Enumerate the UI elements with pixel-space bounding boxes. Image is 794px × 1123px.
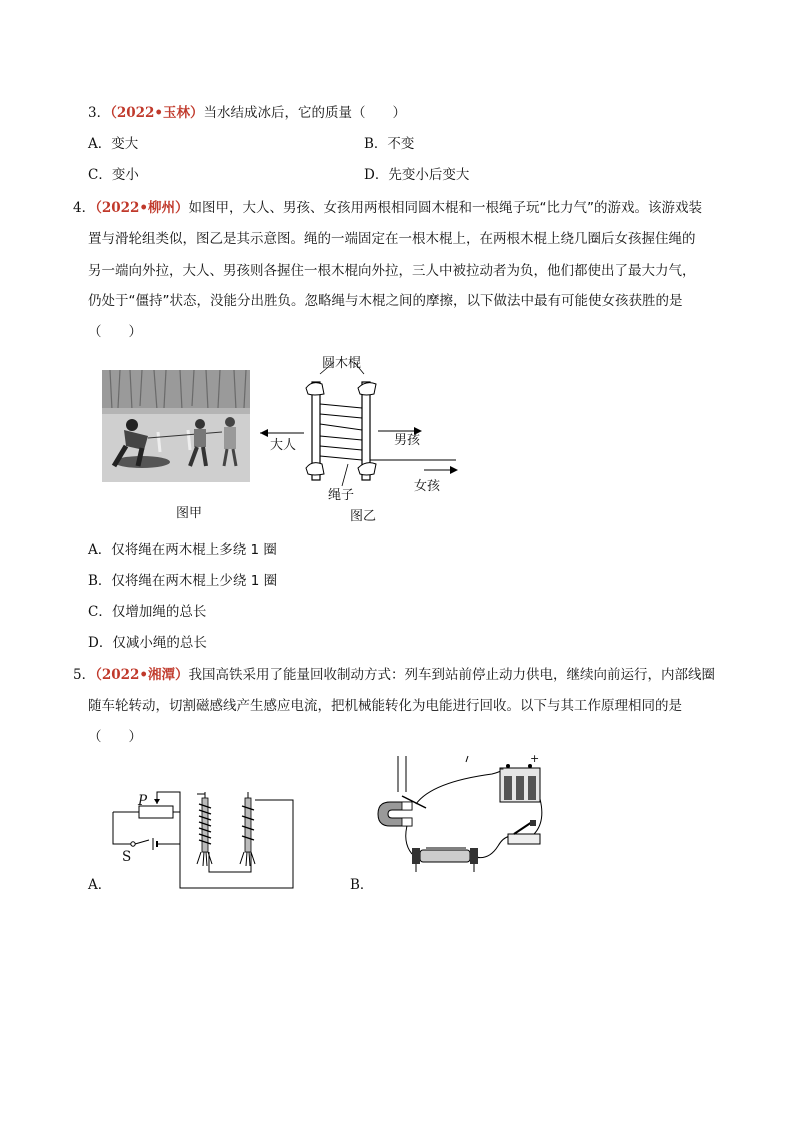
option-letter: C． bbox=[88, 604, 112, 620]
hand-icon bbox=[358, 383, 376, 395]
question-stem-line: （ ） bbox=[88, 729, 142, 745]
option-text: 仅增加绳的总长 bbox=[111, 604, 207, 620]
option-c[interactable] bbox=[88, 166, 139, 184]
option-letter: D． bbox=[364, 167, 389, 183]
question-number: 4． bbox=[73, 200, 96, 216]
hand-icon bbox=[358, 463, 376, 475]
option-letter: B． bbox=[350, 877, 374, 893]
question-stem-line: （ ） bbox=[88, 324, 142, 340]
question-stem: 当水结成冰后，它的质量（ ） bbox=[203, 105, 407, 121]
option-a-circuit-figure bbox=[105, 782, 300, 892]
option-a[interactable] bbox=[88, 876, 111, 894]
option-letter: A． bbox=[88, 542, 112, 558]
option-d[interactable] bbox=[88, 634, 207, 652]
figure-a-caption: 图甲 bbox=[176, 506, 203, 521]
hand-icon bbox=[306, 383, 324, 395]
option-text: 变大 bbox=[111, 136, 139, 152]
battery-plus-label: + bbox=[530, 752, 540, 765]
question-5-line-1 bbox=[73, 666, 715, 684]
rheostat-icon bbox=[412, 848, 478, 872]
option-a[interactable] bbox=[88, 135, 138, 153]
option-b[interactable] bbox=[350, 876, 373, 894]
question-number: 5． bbox=[73, 667, 96, 683]
question-3-line bbox=[88, 104, 406, 122]
generator-apparatus bbox=[372, 752, 552, 882]
option-d[interactable] bbox=[364, 166, 469, 184]
question-4-line-1 bbox=[73, 199, 702, 217]
option-letter: C． bbox=[88, 167, 112, 183]
question-stem-line: 另一端向外拉，大人、男孩则各握住一根木棍向外拉，三人中被拉动者为负，他们都使出了最大力气， bbox=[88, 263, 696, 279]
tug-of-war-photo bbox=[102, 370, 250, 482]
option-c[interactable] bbox=[88, 603, 206, 621]
question-source: （2022•湘潭） bbox=[95, 667, 189, 683]
option-b[interactable] bbox=[364, 135, 414, 153]
rope-label: 绳子 bbox=[328, 488, 355, 503]
option-letter: D． bbox=[88, 635, 113, 651]
question-stem-line: 置与滑轮组类似，图乙是其示意图。绳的一端固定在一根木棍上，在两根木棍上绕几圈后女孩握住绳的 bbox=[88, 231, 696, 247]
option-text: 变小 bbox=[111, 167, 139, 183]
question-number: 3． bbox=[88, 105, 111, 121]
question-source: （2022•玉林） bbox=[110, 105, 204, 121]
switch-s-label: S bbox=[122, 849, 132, 865]
electromagnet-circuit bbox=[105, 782, 300, 892]
hand-icon bbox=[306, 463, 324, 475]
option-b-apparatus-figure bbox=[372, 752, 552, 882]
adult-label: 大人 bbox=[270, 438, 297, 453]
option-a[interactable] bbox=[88, 541, 277, 559]
horseshoe-magnet-icon bbox=[378, 756, 426, 826]
wood-stick-label: 圆木棍 bbox=[322, 356, 362, 371]
option-text: 仅减小绳的总长 bbox=[112, 635, 207, 651]
question-stem-line: 我国高铁采用了能量回收制动方式：列车到站前停止动力供电，继续向前运行，内部线圈 bbox=[188, 667, 716, 683]
coil-icon bbox=[197, 798, 212, 866]
coil-icon bbox=[240, 798, 255, 866]
option-letter: A． bbox=[88, 136, 112, 152]
question-stem-line: 如图甲，大人、男孩、女孩用两根相同圆木棍和一根绳子玩“比力气”的游戏。该游戏装 bbox=[188, 200, 703, 216]
question-stem-line: 仍处于“僵持”状态，没能分出胜负。忽略绳与木棍之间的摩擦，以下做法中最有可能使女孩获胜的是 bbox=[88, 293, 683, 309]
figure-b-caption: 图乙 bbox=[350, 509, 377, 524]
battery-icon bbox=[500, 764, 540, 802]
girl-label: 女孩 bbox=[414, 479, 441, 494]
option-letter: A． bbox=[88, 877, 112, 893]
option-text: 仅将绳在两木棍上少绕 1 圈 bbox=[111, 573, 278, 589]
battery-minus-label: - bbox=[500, 762, 504, 775]
option-text: 先变小后变大 bbox=[388, 167, 470, 183]
rheostat-p-label: P bbox=[138, 793, 148, 809]
option-letter: B． bbox=[364, 136, 388, 152]
option-letter: B． bbox=[88, 573, 112, 589]
option-text: 仅将绳在两木棍上多绕 1 圈 bbox=[111, 542, 277, 558]
figure-a-photo bbox=[102, 370, 250, 482]
option-b[interactable] bbox=[88, 572, 277, 590]
boy-label: 男孩 bbox=[394, 433, 421, 448]
question-stem-line: 随车轮转动，切割磁感线产生感应电流，把机械能转化为电能进行回收。以下与其工作原理相同的是 bbox=[88, 698, 682, 714]
option-text: 不变 bbox=[387, 136, 415, 152]
question-source: （2022•柳州） bbox=[95, 200, 189, 216]
rope-windings bbox=[320, 404, 456, 460]
